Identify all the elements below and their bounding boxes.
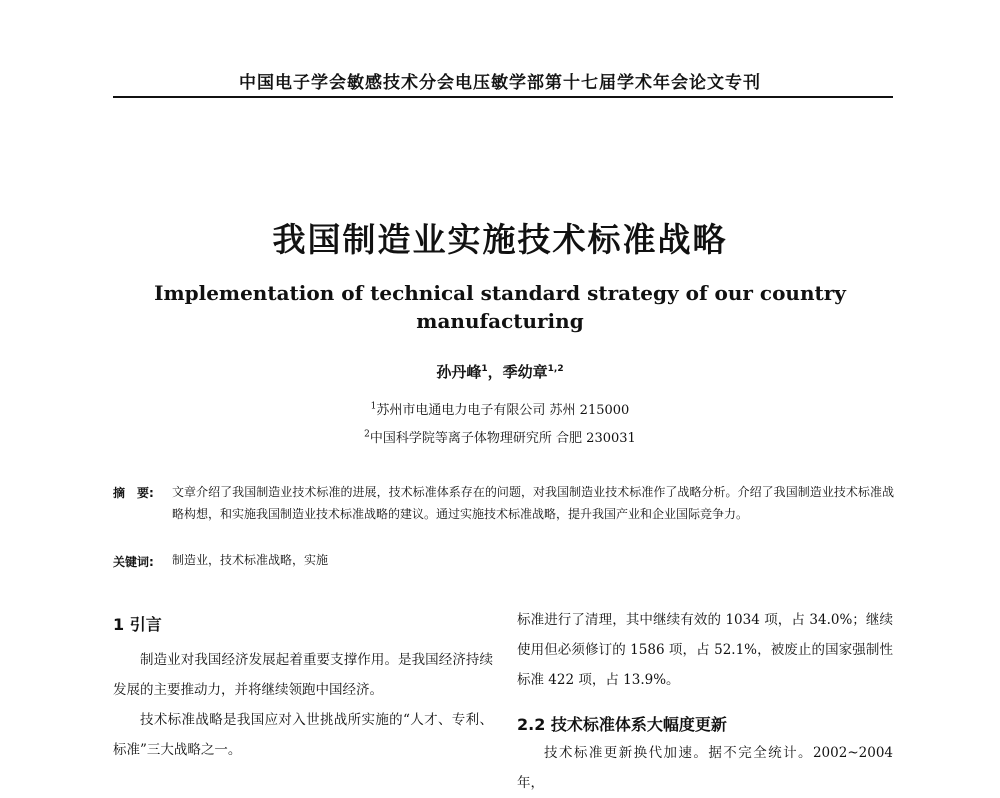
section-1-heading: 1 引言: [113, 615, 162, 634]
affiliation-1-text: 苏州市电通电力电子有限公司 苏州 215000: [376, 403, 630, 418]
affiliation-1: [0, 399, 1000, 418]
keywords-label: 关键词:: [113, 555, 154, 569]
affiliation-2: [0, 427, 1000, 446]
affiliation-2-sup: 2: [364, 429, 370, 440]
right-paragraph-1: 标准进行了清理，其中继续有效的 1034 项，占 34.0%；继续使用但必须修订的 1586 项，占 52.1%，被废止的国家强制性标准 422 项，占 13.9%。: [517, 612, 893, 688]
abstract-label: 摘 要:: [113, 486, 154, 500]
author-separator: ，: [487, 363, 503, 381]
keywords-text: 制造业，技术标准战略，实施: [172, 553, 329, 567]
section-1-paragraph-1: 制造业对我国经济发展起着重要支撑作用。是我国经济持续发展的主要推动力，并将继续领跑中国经济。: [113, 652, 493, 698]
author-2-sup: 1,2: [547, 364, 564, 374]
abstract-text: 文章介绍了我国制造业技术标准的进展，技术标准体系存在的问题，对我国制造业技术标准作了战略分析。介绍了我国制造业技术标准战略构想，和实施我国制造业技术标准战略的建议。通过实施技术标准战略，提升我国产业和企业国际竞争力。: [172, 485, 894, 521]
authors: [0, 361, 1000, 382]
section-1-paragraph-2: 技术标准战略是我国应对入世挑战所实施的“人才、专利、标准”三大战略之一。: [113, 712, 493, 758]
section-2-2-heading: 2.2 技术标准体系大幅度更新: [517, 715, 727, 734]
running-head: 中国电子学会敏感技术分会电压敏学部第十七届学术年会论文专刊: [239, 73, 761, 93]
affiliation-1-sup: 1: [370, 401, 377, 412]
header-rule: [113, 96, 893, 98]
affiliation-2-text: 中国科学院等离子体物理研究所 合肥 230031: [369, 431, 636, 446]
author-1: 孙丹峰: [436, 363, 482, 381]
paper-title-cn: 我国制造业实施技术标准战略: [272, 220, 728, 259]
section-2-2-paragraph-1: 技术标准更新换代加速。据不完全统计。2002~2004 年，: [517, 745, 893, 791]
paper-title-en: Implementation of technical standard strategy of our country manufacturing: [154, 281, 846, 333]
author-1-sup: 1: [481, 364, 488, 374]
author-2: 季幼章: [502, 363, 548, 381]
right-column: [517, 605, 893, 695]
section-2-2-column: [517, 738, 893, 798]
left-column: [113, 645, 493, 765]
